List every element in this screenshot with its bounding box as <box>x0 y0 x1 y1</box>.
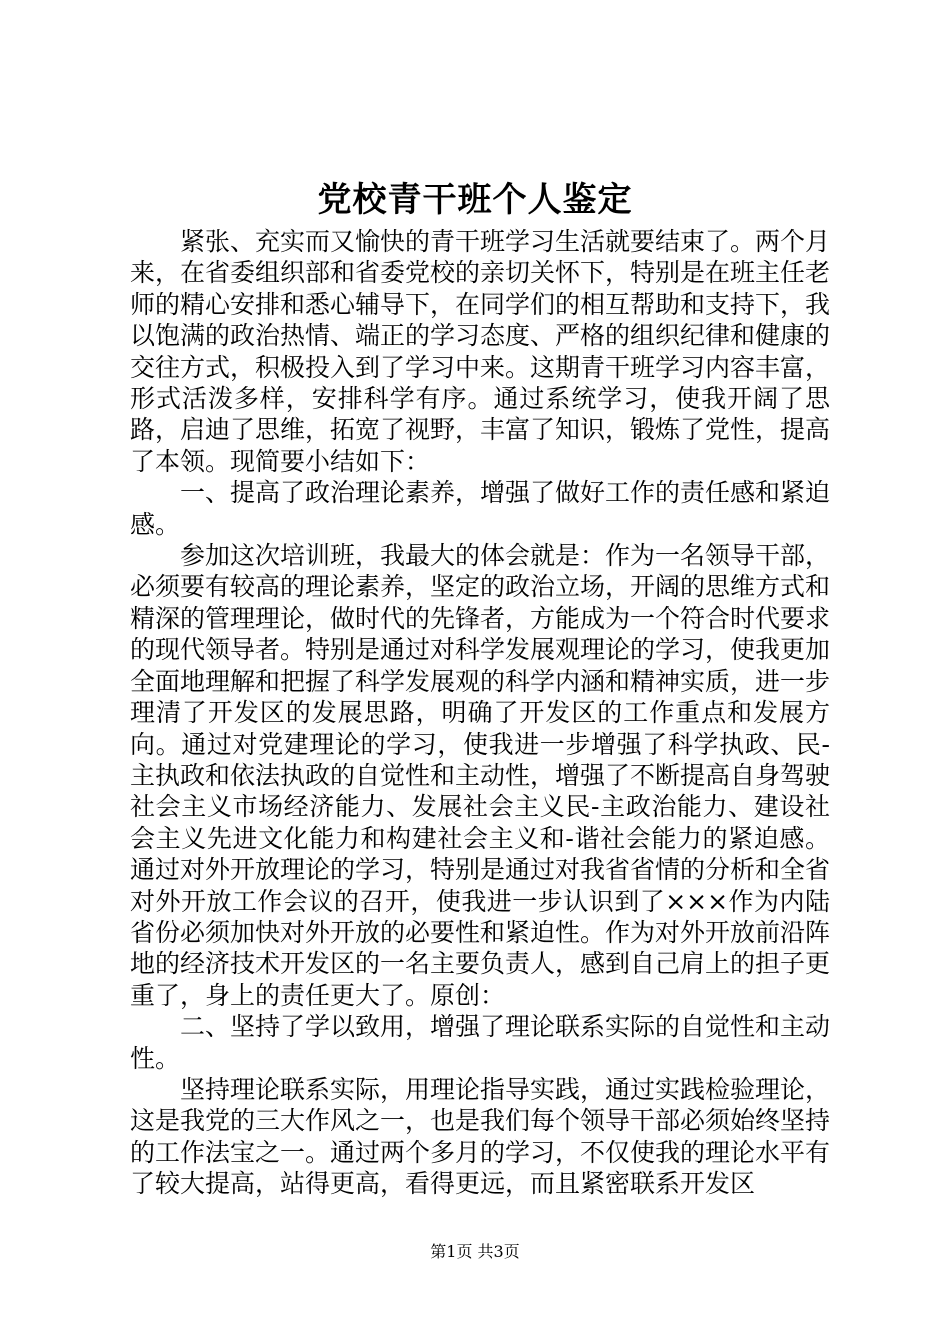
page-footer: 第1页 共3页 <box>430 1242 520 1261</box>
paragraph-theory: 参加这次培训班，我最大的体会就是：作为一名领导干部，必须要有较高的理论素养，坚定的政治立场，开阔的思维方式和精深的管理理论，做时代的先锋者，方能成为一个符合时代要求的现代领导者。特别是通过对科学发展观理论的学习，使我更加全面地理解和把握了科学发展观的科学内涵和精神实质，进一步理清了开发区的发展思路，明确了开发区的工作重点和发展方向。通过对党建理论的学习，使我进一步增强了科学执政、民-主执政和依法执政的自觉性和主动性，增强了不断提高自身驾驶社会主义市场经济能力、发展社会主义民-主政治能力、建设社会主义先进文化能力和构建社会主义和-谐社会能力的紧迫感。通过对外开放理论的学习，特别是通过对我省省情的分析和全省对外开放工作会议的召开，使我进一步认识到了×××作为内陆省份必须加快对外开放的必要性和紧迫性。作为对外开放前沿阵地的经济技术开发区的一名主要负责人，感到自己肩上的担子更重了，身上的责任更大了。原创： <box>130 541 831 1010</box>
document-body <box>130 226 830 1200</box>
paragraph-heading-one: 一、提高了政治理论素养，增强了做好工作的责任感和紧迫感。 <box>130 478 831 539</box>
paragraph-heading-two: 二、坚持了学以致用，增强了理论联系实际的自觉性和主动性。 <box>130 1012 831 1073</box>
paragraph-intro: 紧张、充实而又愉快的青干班学习生活就要结束了。两个月来，在省委组织部和省委党校的亲切关怀下，特别是在班主任老师的精心安排和悉心辅导下，在同学们的相互帮助和支持下，我以饱满的政治热情、端正的学习态度、严格的组织纪律和健康的交往方式，积极投入到了学习中来。这期青干班学习内容丰富，形式活泼多样，安排科学有序。通过系统学习，使我开阔了思路，启迪了思维，拓宽了视野，丰富了知识，锻炼了党性，提高了本领。现简要小结如下： <box>130 227 831 476</box>
paragraph-practice: 坚持理论联系实际，用理论指导实践，通过实践检验理论，这是我党的三大作风之一，也是我们每个领导干部必须始终坚持的工作法宝之一。通过两个多月的学习，不仅使我的理论水平有了较大提高，站得更高，看得更远，而且紧密联系开发区 <box>130 1074 831 1199</box>
document-title: 党校青干班个人鉴定 <box>317 180 633 220</box>
